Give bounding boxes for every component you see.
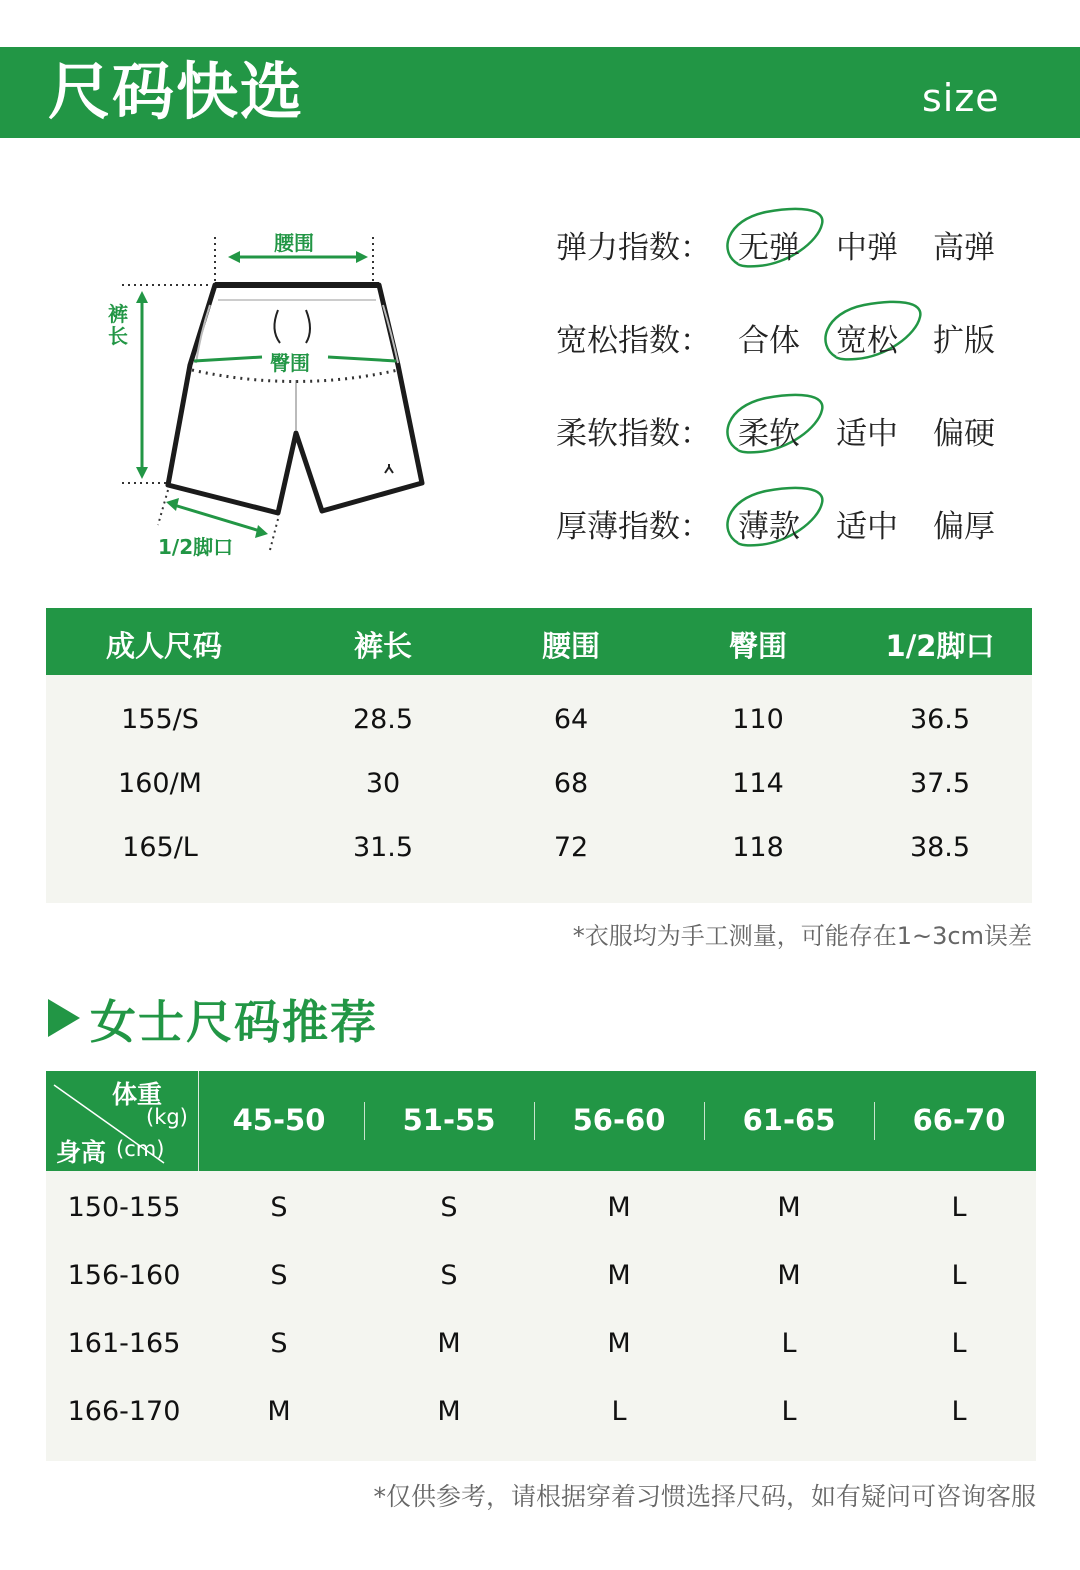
corner-height-unit: (cm) bbox=[116, 1137, 165, 1161]
recommended-size-cell: L bbox=[781, 1396, 797, 1427]
recommended-size-cell: M bbox=[777, 1192, 801, 1223]
recommended-size-cell: M bbox=[607, 1192, 631, 1223]
index-option: 偏硬 bbox=[933, 416, 995, 452]
header-divider bbox=[704, 1102, 705, 1140]
size-table-column-header: 1/2脚口 bbox=[885, 629, 995, 663]
recommended-size-cell: S bbox=[440, 1260, 458, 1291]
recommended-size-cell: L bbox=[951, 1192, 967, 1223]
recommended-size-cell: M bbox=[437, 1396, 461, 1427]
corner-weight-unit: (kg) bbox=[146, 1105, 188, 1129]
page-title: 尺码快选 bbox=[48, 55, 305, 128]
index-row bbox=[556, 493, 1036, 543]
index-option: 中弹 bbox=[836, 230, 898, 266]
index-row bbox=[556, 214, 1036, 264]
index-option-selected: 薄款 bbox=[738, 509, 800, 545]
index-option: 合体 bbox=[738, 323, 800, 359]
shorts-diagram bbox=[100, 215, 460, 565]
index-row bbox=[556, 400, 1036, 450]
recommended-size-cell: M bbox=[607, 1328, 631, 1359]
size-table-cell: 28.5 bbox=[352, 704, 414, 735]
recommended-size-cell: M bbox=[777, 1260, 801, 1291]
size-table-cell: 30 bbox=[365, 768, 401, 799]
index-option: 高弹 bbox=[933, 230, 995, 266]
weight-column-header: 51-55 bbox=[402, 1103, 496, 1137]
recommended-size-cell: S bbox=[270, 1328, 288, 1359]
size-table-cell: 31.5 bbox=[352, 832, 414, 863]
header-divider bbox=[874, 1102, 875, 1140]
corner-height-label: 身高 bbox=[56, 1138, 107, 1167]
weight-column-header: 45-50 bbox=[232, 1103, 326, 1137]
weight-column-header: 56-60 bbox=[572, 1103, 666, 1137]
size-table-cell: 36.5 bbox=[909, 704, 971, 735]
recommended-size-cell: L bbox=[951, 1396, 967, 1427]
height-row-label: 161-165 bbox=[67, 1328, 181, 1359]
index-option: 扩版 bbox=[933, 323, 995, 359]
recommended-size-cell: S bbox=[270, 1260, 288, 1291]
index-label: 弹力指数： bbox=[556, 230, 711, 266]
recommended-size-cell: M bbox=[267, 1396, 291, 1427]
height-row-label: 166-170 bbox=[67, 1396, 181, 1427]
header-divider bbox=[534, 1102, 535, 1140]
size-table-column-header: 腰围 bbox=[541, 629, 601, 663]
recommend-table-body bbox=[46, 1171, 1036, 1461]
recommended-size-cell: L bbox=[951, 1260, 967, 1291]
index-option-selected: 宽松 bbox=[836, 323, 898, 359]
shorts-illustration bbox=[100, 215, 460, 565]
weight-column-header: 61-65 bbox=[742, 1103, 836, 1137]
waist-label: 腰围 bbox=[274, 231, 314, 255]
size-table-cell: 155/S bbox=[121, 704, 199, 735]
section-title: 女士尺码推荐 bbox=[90, 995, 378, 1049]
size-table-column-header: 成人尺码 bbox=[105, 629, 223, 663]
size-table-cell: 72 bbox=[553, 832, 589, 863]
recommended-size-cell: L bbox=[611, 1396, 627, 1427]
play-arrow-icon bbox=[48, 999, 80, 1037]
recommended-size-cell: M bbox=[437, 1328, 461, 1359]
index-option-selected: 无弹 bbox=[738, 230, 800, 266]
size-table-cell: 160/M bbox=[118, 768, 202, 799]
index-option-selected: 柔软 bbox=[738, 416, 800, 452]
size-table-cell: 110 bbox=[732, 704, 784, 735]
size-table-cell: 38.5 bbox=[909, 832, 971, 863]
height-row-label: 150-155 bbox=[67, 1192, 181, 1223]
hem-label: 1/2脚口 bbox=[158, 535, 234, 559]
size-table-column-header: 裤长 bbox=[353, 629, 413, 663]
index-option: 适中 bbox=[836, 509, 898, 545]
header-divider bbox=[364, 1102, 365, 1140]
page-subtitle: size bbox=[922, 76, 1000, 120]
recommended-size-cell: S bbox=[270, 1192, 288, 1223]
corner-weight-label: 体重 bbox=[112, 1080, 163, 1109]
index-label: 柔软指数： bbox=[556, 416, 711, 452]
size-table-cell: 114 bbox=[732, 768, 784, 799]
index-label: 宽松指数： bbox=[556, 323, 711, 359]
recommended-size-cell: L bbox=[951, 1328, 967, 1359]
recommended-size-cell: S bbox=[440, 1192, 458, 1223]
index-row bbox=[556, 307, 1036, 357]
size-table-column-header: 臀围 bbox=[728, 629, 788, 663]
height-row-label: 156-160 bbox=[67, 1260, 181, 1291]
length-label: 裤长 bbox=[108, 302, 128, 348]
index-option: 适中 bbox=[836, 416, 898, 452]
hip-label: 臀围 bbox=[270, 351, 310, 375]
index-option: 偏厚 bbox=[933, 509, 995, 545]
size-table-cell: 118 bbox=[732, 832, 784, 863]
size-table-cell: 37.5 bbox=[909, 768, 971, 799]
recommended-size-cell: M bbox=[607, 1260, 631, 1291]
recommend-note: *仅供参考，请根据穿着习惯选择尺码，如有疑问可咨询客服 bbox=[373, 1482, 1036, 1511]
size-table-cell: 165/L bbox=[122, 832, 198, 863]
size-table-cell: 64 bbox=[553, 704, 589, 735]
index-label: 厚薄指数： bbox=[556, 509, 711, 545]
measurement-note: *衣服均为手工测量，可能存在1~3cm误差 bbox=[572, 922, 1032, 950]
table-corner bbox=[46, 1071, 199, 1171]
weight-column-header: 66-70 bbox=[912, 1103, 1006, 1137]
recommended-size-cell: L bbox=[781, 1328, 797, 1359]
size-table-cell: 68 bbox=[553, 768, 589, 799]
